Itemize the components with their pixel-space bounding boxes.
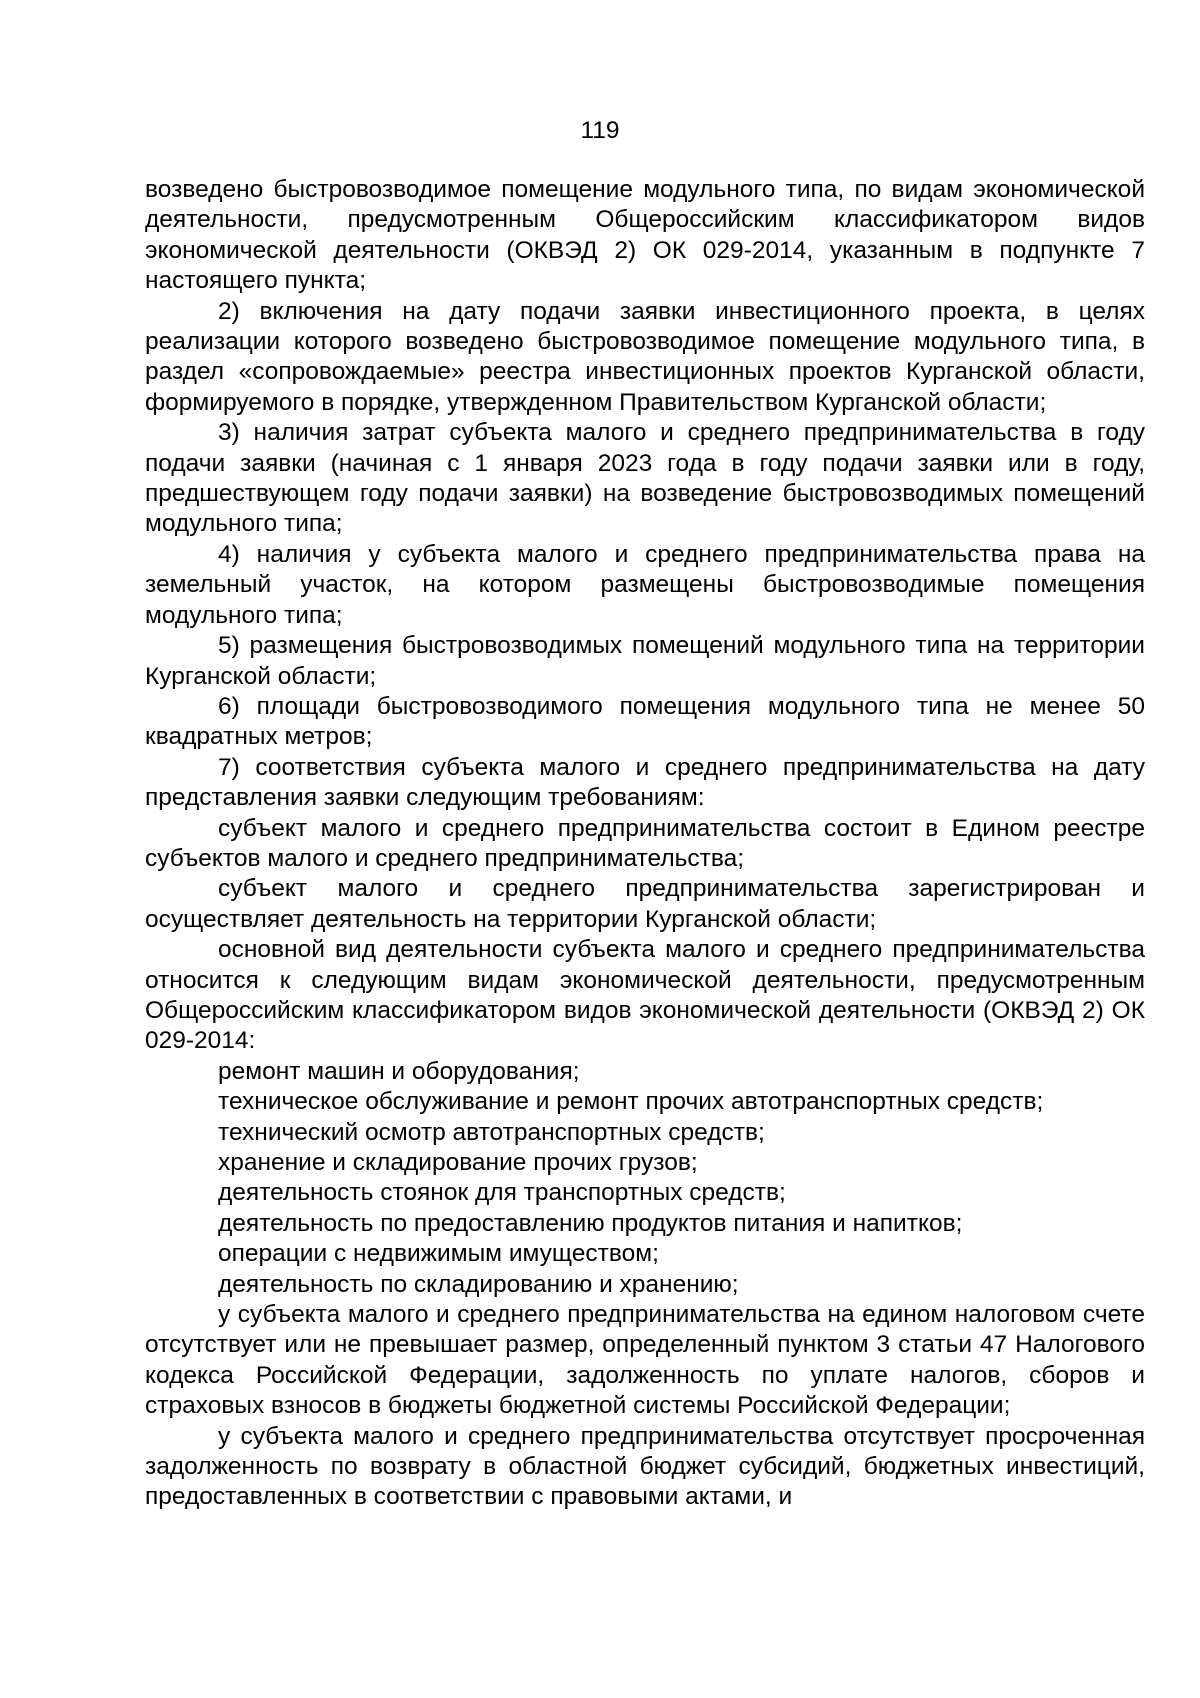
paragraph-item-5: 5) размещения быстровозводимых помещений модульного типа на территории Курганской области; xyxy=(145,632,1145,690)
list-item-activity: операции с недвижимым имуществом; xyxy=(218,1240,659,1268)
paragraph-continuation: возведено быстровозводимое помещение модульного типа, по видам экономической деятельности, предусмотренным Общероссийским классификатором видов экономической деятельности (ОКВЭД 2) ОК 029-2014, указанным в подпункте 7 настоящего пункта; xyxy=(145,176,1145,295)
paragraph-item-2: 2) включения на дату подачи заявки инвестиционного проекта, в целях реализации которого возведено быстровозводимое помещение модульного типа, в раздел «сопровождаемые» реестра инвестиционных проектов Курганской области, формируемого в порядке, утвержденном Правительством Курганской области; xyxy=(145,297,1145,416)
paragraph-requirement-registration: субъект малого и среднего предпринимательства зарегистрирован и осуществляет деятельность на территории Курганской области; xyxy=(145,875,1145,933)
paragraph-item-7: 7) соответствия субъекта малого и среднего предпринимательства на дату представления заявки следующим требованиям: xyxy=(145,753,1145,812)
paragraph-item-4: 4) наличия у субъекта малого и среднего предпринимательства права на земельный участок, на котором размещены быстровозводимые помещения модульного типа; xyxy=(145,540,1145,629)
paragraph-item-3: 3) наличия затрат субъекта малого и среднего предпринимательства в году подачи заявки (начиная с 1 января 2023 года в году подачи заявки или в году, предшествующем году подачи заявки) на возведение быстровозводимых помещений модульного типа; xyxy=(145,419,1145,538)
paragraph-item-6: 6) площади быстровозводимого помещения модульного типа не менее 50 квадратных метров; xyxy=(145,692,1145,751)
list-item-activity: хранение и складирование прочих грузов; xyxy=(218,1149,698,1176)
list-item-activity: деятельность по предоставлению продуктов питания и напитков; xyxy=(218,1209,963,1237)
page-number: 119 xyxy=(580,117,620,144)
list-item-activity: деятельность стоянок для транспортных средств; xyxy=(218,1179,786,1207)
list-item-activity: деятельность по складированию и хранению; xyxy=(218,1270,739,1298)
list-item-activity: техническое обслуживание и ремонт прочих автотранспортных средств; xyxy=(218,1088,1044,1116)
paragraph-requirement-budget-debt: у субъекта малого и среднего предпринимательства отсутствует просроченная задолженность по возврату в областной бюджет субсидий, бюджетных инвестиций, предоставленных в соответствии с правовыми актами, и xyxy=(145,1422,1145,1511)
paragraph-requirement-registry: субъект малого и среднего предпринимательства состоит в Едином реестре субъектов малого и среднего предпринимательства; xyxy=(145,814,1145,872)
paragraph-requirement-tax-debt: у субъекта малого и среднего предпринимательства на едином налоговом счете отсутствует или не превышает размер, определенный пунктом 3 статьи 47 Налогового кодекса Российской Федерации, задолженность по уплате налогов, сборов и страховых взносов в бюджеты бюджетной системы Российской Федерации; xyxy=(145,1301,1145,1420)
list-item-activity: ремонт машин и оборудования; xyxy=(218,1057,580,1085)
document-body xyxy=(145,175,1145,1513)
list-item-activity: технический осмотр автотранспортных средств; xyxy=(218,1118,765,1146)
paragraph-requirement-activity: основной вид деятельности субъекта малого и среднего предпринимательства относится к следующим видам экономической деятельности, предусмотренным Общероссийским классификатором видов экономической деятельности (ОКВЭД 2) ОК 029-2014: xyxy=(145,936,1145,1055)
